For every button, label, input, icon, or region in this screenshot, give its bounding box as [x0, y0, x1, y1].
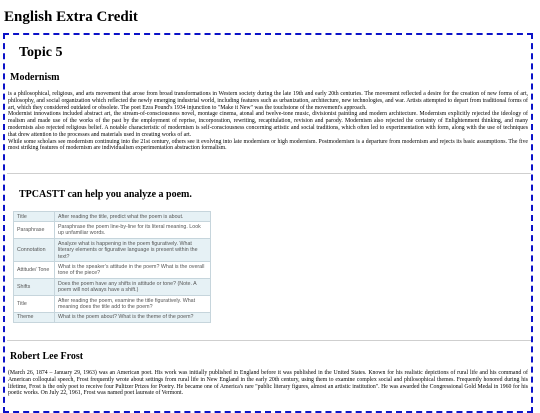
- table-row: [14, 239, 211, 262]
- tpcastt-term: Title: [14, 212, 55, 222]
- frost-paragraph: (March 26, 1874 – January 29, 1963) was an American poet. His work was initially published in England before it was published in the United States. Known for his realistic depictions of rural life and his command of American colloquial speech, Frost frequently wrote about settings from rural life in New England in the early 20th century, using them to examine complex social and philosophical themes. Frequently honored during his lifetime, Frost is the only poet to receive four Pulitzer Prizes for Poetry. He became one of America's rare "public literary figures, almost an artistic institution". He was awarded the Congressional Gold Medal in 1960 for his poetic works. On July 22, 1961, Frost was named poet laureate of Vermont.: [8, 370, 528, 397]
- tpcastt-description: After reading the poem, examine the title figuratively. What meaning does the title add to the poem?: [55, 296, 211, 313]
- table-row: [14, 222, 211, 239]
- table-row: [14, 262, 211, 279]
- tpcastt-table: [13, 211, 211, 323]
- tpcastt-description: Paraphrase the poem line-by-line for its literal meaning. Look up unfamiliar words.: [55, 222, 211, 239]
- tpcastt-term: Theme: [14, 312, 55, 322]
- section-divider: [7, 340, 531, 341]
- tpcastt-description: Does the poem have any shifts in attitude or tone? (Note. A poem will not always have a shift.): [55, 279, 211, 296]
- tpcastt-description: What is the speaker's attitude in the poem? What is the overall tone of the piece?: [55, 262, 211, 279]
- content-frame: [3, 33, 533, 413]
- modernism-paragraph: is a philosophical, religious, and arts movement that arose from broad transformations in Western society during the late 19th and early 20th centuries. The movement reflected a desire for the creation of new forms of art, philosophy, and social organization which reflected the newly emerging industrial world, including features such as urbanization, architecture, new technologies, and war. Artists attempted to depart from traditional forms of art, which they considered outdated or obsolete. The poet Ezra Pound's 1934 injunction to "Make it New" was the touchstone of the movement's approach.: [8, 91, 528, 111]
- modernism-paragraph: While some scholars see modernism continuing into the 21st century, others see it evolving into late modernism or high modernism. Postmodernism is a departure from modernism and rejects its basic assumptions. The five most striking features of modernism are individualism experimentation abstraction formalism.: [8, 138, 528, 152]
- modernism-heading: Modernism: [10, 72, 60, 83]
- tpcastt-description: Analyze what is happening in the poem figuratively. What literary elements or figurative language is present within the text?: [55, 239, 211, 262]
- tpcastt-term: Connotation: [14, 239, 55, 262]
- tpcastt-description: After reading the title, predict what the poem is about.: [55, 212, 211, 222]
- modernism-text: [8, 91, 528, 152]
- tpcastt-heading: TPCASTT can help you analyze a poem.: [19, 189, 192, 200]
- page-title: English Extra Credit: [4, 9, 138, 25]
- tpcastt-description: What is the poem about? What is the theme of the poem?: [55, 312, 211, 322]
- table-row: [14, 312, 211, 322]
- tpcastt-term: Paraphrase: [14, 222, 55, 239]
- tpcastt-term: Shifts: [14, 279, 55, 296]
- topic-title: Topic 5: [19, 45, 63, 60]
- frost-text: [8, 370, 528, 397]
- tpcastt-term: Title: [14, 296, 55, 313]
- modernism-paragraph: Modernist innovations included abstract art, the stream-of-consciousness novel, montage cinema, atonal and twelve-tone music, divisionist painting and modern architecture. Modernism explicitly rejected the ideology of realism and made use of the works of the past by the employment of reprise, incorporation, rewriting, recapitulation, revision and parody. Modernism also rejected the certainty of Enlightenment thinking, and many modernists also rejected religious belief. A notable characteristic of modernism is self-consciousness concerning artistic and social traditions, which often led to experimentation with form, along with the use of techniques that drew attention to the processes and materials used in creating works of art.: [8, 111, 528, 138]
- tpcastt-term: Attitude/ Tone: [14, 262, 55, 279]
- section-divider: [7, 173, 531, 174]
- table-row: [14, 296, 211, 313]
- frost-heading: Robert Lee Frost: [10, 351, 84, 362]
- table-row: [14, 279, 211, 296]
- table-row: [14, 212, 211, 222]
